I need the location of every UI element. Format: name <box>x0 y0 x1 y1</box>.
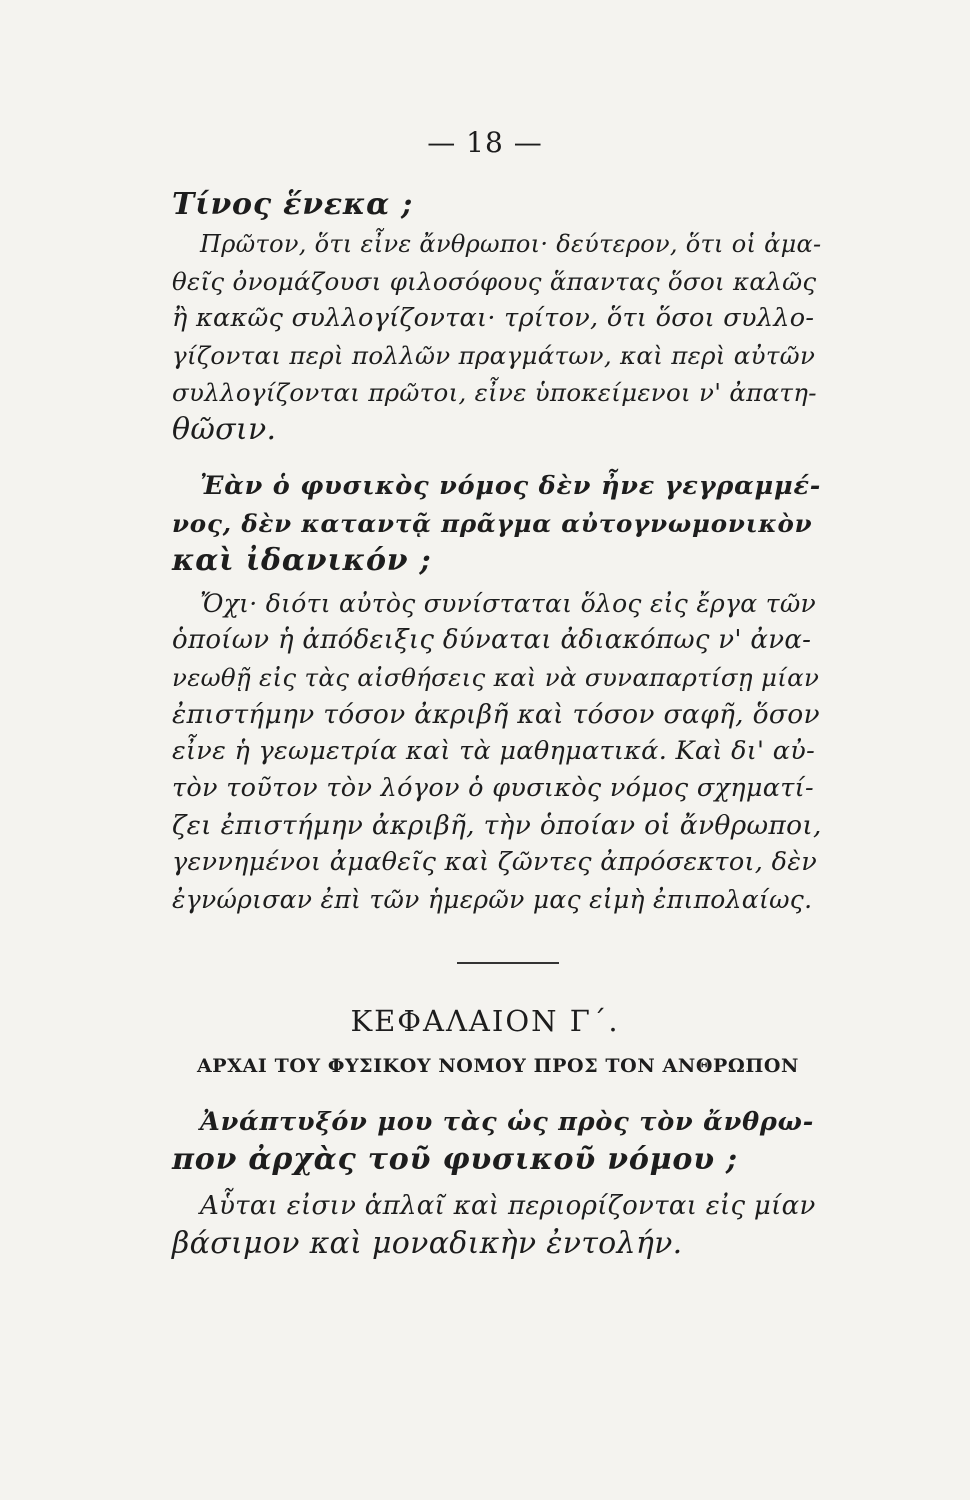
section-divider <box>457 962 559 964</box>
question-1 <box>172 186 822 223</box>
answer-line: νεωθῇ εἰς τὰς αἰσθήσεις καὶ νὰ συναπαρτίσῃ μίαν <box>172 663 820 692</box>
question-2 <box>172 468 822 579</box>
answer-2 <box>172 585 822 918</box>
question-line: καὶ ἰδανικόν ; <box>172 543 432 578</box>
answer-line: Ὄχι· διότι αὐτὸς συνίσταται ὅλος εἰς ἔργα τῶν <box>200 589 817 618</box>
answer-3 <box>172 1188 822 1262</box>
question-line: Ἐὰν ὁ φυσικὸς νόμος δὲν ἦνε γεγραμμέ- <box>200 471 822 501</box>
answer-line: Πρῶτον, ὅτι εἶνε ἄνθρωποι· δεύτερον, ὅτι οἱ ἀμα- <box>200 230 822 258</box>
question-3 <box>172 1104 822 1178</box>
chapter-subtitle: ΑΡΧΑΙ ΤΟΥ ΦΥΣΙΚΟΥ ΝΟΜΟΥ ΠΡΟΣ ΤΟΝ ΑΝΘΡΩΠΟΝ <box>196 1055 800 1077</box>
answer-line: βάσιμον καὶ μοναδικὴν ἐντολήν. <box>172 1226 683 1261</box>
question-line: Τίνος ἕνεκα ; <box>172 187 414 222</box>
answer-line: ἐγνώρισαν ἐπὶ τῶν ἡμερῶν μας εἰμὴ ἐπιπολαίως. <box>172 885 813 914</box>
answer-line: ὁποίων ἡ ἀπόδειξις δύναται ἀδιακόπως ν' ἀνα- <box>172 625 812 655</box>
page-number: — 18 — <box>427 126 543 159</box>
question-line: πον ἀρχὰς τοῦ φυσικοῦ νόμου ; <box>172 1142 738 1177</box>
answer-line: γεννημένοι ἀμαθεῖς καὶ ζῶντες ἀπρόσεκτοι, δὲν <box>172 847 818 877</box>
answer-1 <box>172 226 822 448</box>
answer-line: τὸν τοῦτον τὸν λόγον ὁ φυσικὸς νόμος σχηματί- <box>172 773 814 803</box>
answer-line: γίζονται περὶ πολλῶν πραγμάτων, καὶ περὶ αὐτῶν <box>172 341 816 370</box>
answer-line: θῶσιν. <box>172 412 277 447</box>
answer-line: ἐπιστήμην τόσον ἀκριβῆ καὶ τόσον σαφῆ, ὅσον <box>172 699 820 730</box>
answer-line: συλλογίζονται πρῶτοι, εἶνε ὑποκείμενοι ν' ἀπατη- <box>172 378 817 407</box>
chapter-title: ΚΕΦΑΛΑΙΟΝ Γ΄. <box>350 1004 620 1038</box>
question-line: νος, δὲν καταντᾷ πρᾶγμα αὐτογνωμονικὸν <box>172 509 813 538</box>
answer-line: Αὗται εἰσιν ἁπλαῖ καὶ περιορίζονται εἰς μίαν <box>200 1191 816 1221</box>
question-line: Ἀνάπτυξόν μου τὰς ὡς πρὸς τὸν ἄνθρω- <box>200 1107 815 1137</box>
answer-line: εἶνε ἡ γεωμετρία καὶ τὰ μαθηματικά. Καὶ δι' αὐ- <box>172 736 815 766</box>
answer-line: θεῖς ὀνομάζουσι φιλοσόφους ἅπαντας ὅσοι καλῶς <box>172 267 817 296</box>
answer-line: ζει ἐπιστήμην ἀκριβῆ, τὴν ὁποίαν οἱ ἄνθρωποι, <box>172 810 822 841</box>
answer-line: ἢ κακῶς συλλογίζονται· τρίτον, ὅτι ὅσοι συλλο- <box>172 303 815 333</box>
